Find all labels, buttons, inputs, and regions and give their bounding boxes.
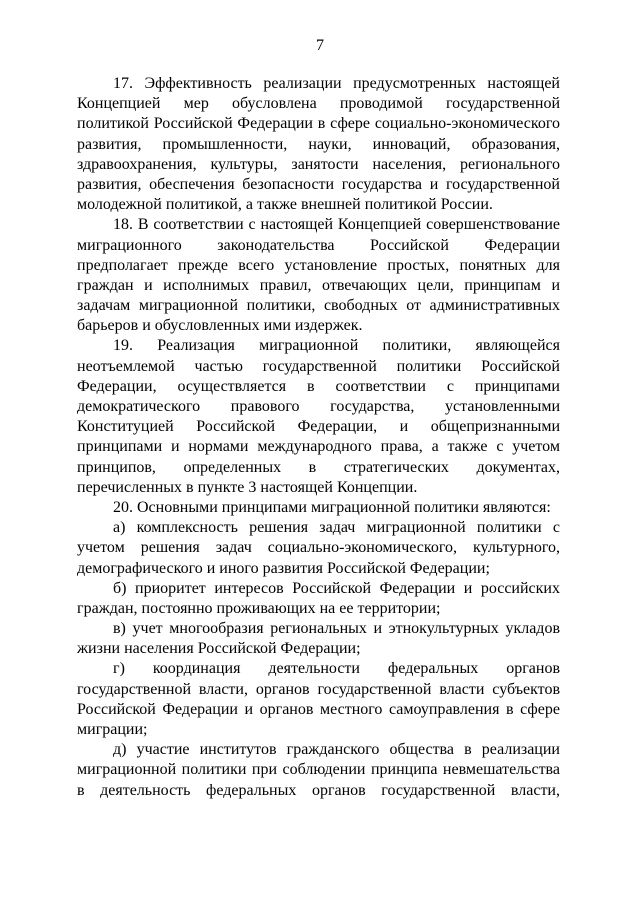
text-line: здравоохранения, культуры, занятости населения, регионального bbox=[77, 155, 560, 173]
text-line: б) приоритет интересов Российской Федерации и российских bbox=[113, 579, 560, 597]
paragraph bbox=[77, 498, 560, 518]
text-line: 19. Реализация миграционной политики, являющейся bbox=[113, 337, 560, 355]
text-line: г) координация деятельности федеральных органов bbox=[113, 660, 560, 678]
text-line: в) учет многообразия региональных и этнокультурных укладов bbox=[113, 620, 560, 638]
text-line: барьеров и обусловленных ими издержек. bbox=[77, 317, 363, 335]
text-line: демографического и иного развития Российской Федерации; bbox=[77, 559, 490, 577]
paragraph bbox=[77, 740, 560, 801]
text-line: миграционной политики при соблюдении принципа невмешательства bbox=[77, 761, 560, 779]
text-line: учетом решения задач социально-экономического, культурного, bbox=[77, 539, 560, 557]
text-line: неотъемлемой частью государственной политики Российской bbox=[77, 357, 560, 375]
text-line: задачам миграционной политики, свободных от административных bbox=[77, 297, 560, 315]
paragraph bbox=[77, 74, 560, 215]
text-line: Концепцией мер обусловлена проводимой государственной bbox=[77, 95, 560, 113]
text-line: в деятельность федеральных органов государственной власти, bbox=[77, 781, 560, 799]
text-line: миграционного законодательства Российской Федерации bbox=[77, 236, 560, 254]
document-body bbox=[77, 74, 560, 801]
text-line: принципами и нормами международного права, а также с учетом bbox=[77, 438, 560, 456]
text-line: принципов, определенных в стратегических документах, bbox=[77, 458, 560, 476]
text-line: развития, обеспечения безопасности государства и государственной bbox=[77, 175, 560, 193]
text-line: Российской Федерации и органов местного самоуправления в сфере bbox=[77, 700, 560, 718]
text-line: а) комплексность решения задач миграционной политики с bbox=[113, 519, 560, 537]
text-line: жизни населения Российской Федерации; bbox=[77, 640, 361, 658]
page-number: 7 bbox=[316, 37, 324, 54]
text-line: Конституцией Российской Федерации, и общепризнанными bbox=[77, 418, 560, 436]
text-line: д) участие институтов гражданского общества в реализации bbox=[113, 741, 560, 759]
text-line: предполагает прежде всего установление простых, понятных для bbox=[77, 256, 560, 274]
text-line: государственной власти, органов государственной власти субъектов bbox=[77, 680, 560, 698]
text-line: Федерации, осуществляется в соответствии с принципами bbox=[77, 377, 560, 395]
text-line: 17. Эффективность реализации предусмотренных настоящей bbox=[113, 75, 560, 92]
paragraph bbox=[77, 579, 560, 619]
paragraph bbox=[77, 619, 560, 659]
paragraph bbox=[77, 215, 560, 336]
paragraph bbox=[77, 659, 560, 740]
text-line: 18. В соответствии с настоящей Концепцией совершенствование bbox=[113, 216, 560, 234]
text-line: миграции; bbox=[77, 721, 148, 738]
paragraph bbox=[77, 518, 560, 579]
text-line: граждан и исполнимых правил, отвечающих цели, принципам и bbox=[77, 276, 560, 294]
paragraph bbox=[77, 336, 560, 498]
text-line: политикой Российской Федерации в сфере социально-экономического bbox=[77, 115, 560, 133]
text-line: граждан, постоянно проживающих на ее территории; bbox=[77, 599, 441, 617]
text-line: 20. Основными принципами миграционной политики являются: bbox=[113, 498, 551, 516]
text-line: перечисленных в пункте 3 настоящей Концепции. bbox=[77, 478, 418, 496]
text-line: развития, промышленности, науки, инноваций, образования, bbox=[77, 135, 560, 153]
text-line: демократического правового государства, установленными bbox=[77, 398, 560, 415]
text-line: молодежной политикой, а также внешней политикой России. bbox=[77, 196, 493, 214]
